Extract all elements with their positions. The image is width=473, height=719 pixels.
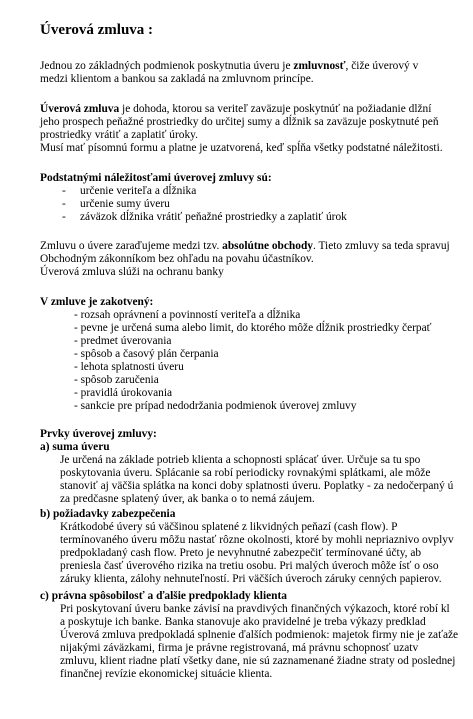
section-c-line: zmluvu, klient riadne platí všetky dane, nie sú zaznamenané žiadne straty od poslednej	[60, 655, 456, 667]
bullet-dash: -	[62, 185, 66, 197]
section-c-heading: c) právna spôsobilosť a ďalšie predpoklady klienta	[40, 590, 288, 602]
contract-item: - predmet úverovania	[74, 335, 172, 347]
section-b-line: termínovaného úveru môžu nastať rôzne okolnosti, ktoré by mohli nepriaznivo ovplyv	[60, 534, 454, 546]
section-c-line: nijakými záväzkami, firma je právne registrovaná, má právnu schopnosť uzatv	[60, 642, 419, 654]
essentials-item: určenie sumy úveru	[80, 198, 170, 210]
page-title: Úverová zmluva :	[40, 22, 154, 38]
absolute-text: Zmluvu o úvere zaraďujeme medzi tzv.	[40, 240, 223, 252]
contract-item: - pravidlá úrokovania	[74, 387, 173, 399]
section-b-line: záruky klienta, zálohy nehnuteľností. Pri väčších úveroch záruky cenných papierov.	[60, 573, 442, 585]
definition-line-1	[40, 103, 431, 116]
section-a-line: za predčasne splatený úver, ak banka o to nemá záujem.	[60, 493, 315, 505]
bullet-dash: -	[62, 211, 66, 223]
contract-item: - pevne je určená suma alebo limit, do ktorého môže dĺžnik prostriedky čerpať	[74, 322, 432, 334]
absolute-text: . Tieto zmluvy sa teda spravuj	[313, 240, 450, 252]
section-c-line: finančnej revízie ekonomickej situácie klienta.	[60, 668, 273, 680]
intro-text: , čiže úverový v	[345, 60, 419, 72]
section-b-line: predpokladaný cash flow. Preto je nevyhnutné zabezpečiť termínované účty, ab	[60, 547, 422, 559]
contract-heading: V zmluve je zakotvený:	[40, 296, 154, 308]
contract-item: - rozsah oprávnení a povinností veriteľa a dĺžnika	[74, 309, 301, 321]
elements-heading: Prvky úverovej zmluvy:	[40, 428, 157, 440]
section-b-heading: b) požiadavky zabezpečenia	[40, 508, 176, 520]
essentials-item: záväzok dĺžnika vrátiť peňažné prostriedky a zaplatiť úrok	[80, 211, 347, 223]
section-c-line: a poskytuje ich banke. Banka stanovuje ako pravidelné je treba výkazy predklad	[60, 616, 426, 628]
intro-text: Jednou zo základných podmienok poskytnutia úveru je	[40, 60, 294, 72]
definition-line-3: prostriedky vrátiť a zaplatiť úroky.	[40, 129, 198, 141]
definition-term: Úverová zmluva	[40, 103, 120, 115]
section-a-heading: a) suma úveru	[40, 441, 110, 453]
section-a-line: stanoviť aj väčšia splátka na konci doby splatnosti úveru. Poplatky - za nedočerpaný ú	[60, 480, 454, 492]
contract-item: - lehota splatnosti úveru	[74, 361, 184, 373]
contract-item: - sankcie pre prípad nedodržania podmienok úverovej zmluvy	[74, 400, 357, 412]
bullet-dash: -	[62, 198, 66, 210]
contract-item: - spôsob a časový plán čerpania	[74, 348, 219, 360]
absolute-line-1	[40, 240, 450, 253]
absolute-line-2: Obchodným zákonníkom bez ohľadu na povahu účastníkov.	[40, 253, 314, 265]
section-c-line: Pri poskytovaní úveru banke závisí na pravdivých finančných výkazoch, ktoré robí kl	[60, 603, 450, 615]
intro-emphasis: zmluvnosť	[293, 60, 346, 72]
essentials-heading: Podstatnými náležitosťami úverovej zmluvy sú:	[40, 172, 272, 184]
definition-line-4: Musí mať písomnú formu a platne je uzatvorená, keď spĺňa všetky podstatné náležitosti.	[40, 142, 443, 154]
absolute-line-3: Úverová zmluva slúži na ochranu banky	[40, 266, 224, 278]
section-c-line: Úverová zmluva predpokladá splnenie ďalších podmienok: majetok firmy nie je zaťaže	[60, 629, 459, 641]
absolute-emphasis: absolútne obchody	[222, 240, 313, 252]
contract-item: - spôsob zaručenia	[74, 374, 159, 386]
definition-line-2: jeho prospech peňažné prostriedky do určitej sumy a dĺžnik sa zaväzuje poskytnuté peň	[40, 116, 439, 128]
section-a-line: poskytovania úveru. Splácanie sa robí periodicky rovnakými splátkami, ale môže	[60, 467, 431, 479]
section-b-line: Krátkodobé úvery sú väčšinou splatené z likvidných peňazí (cash flow). P	[60, 521, 398, 533]
intro-line-2: medzi klientom a bankou sa zakladá na zmluvnom princípe.	[40, 73, 314, 85]
intro-line-1	[40, 60, 418, 73]
section-a-line: Je určená na základe potrieb klienta a schopnosti splácať úver. Určuje sa tu spo	[60, 454, 421, 466]
definition-text: je dohoda, ktorou sa veriteľ zaväzuje poskytnúť na požiadanie dlžní	[119, 103, 432, 115]
essentials-item: určenie veriteľa a dĺžnika	[80, 185, 197, 197]
section-b-line: preniesla časť úverového rizika na tretiu osobu. Pri malých úveroch môže ísť o oso	[60, 560, 439, 572]
